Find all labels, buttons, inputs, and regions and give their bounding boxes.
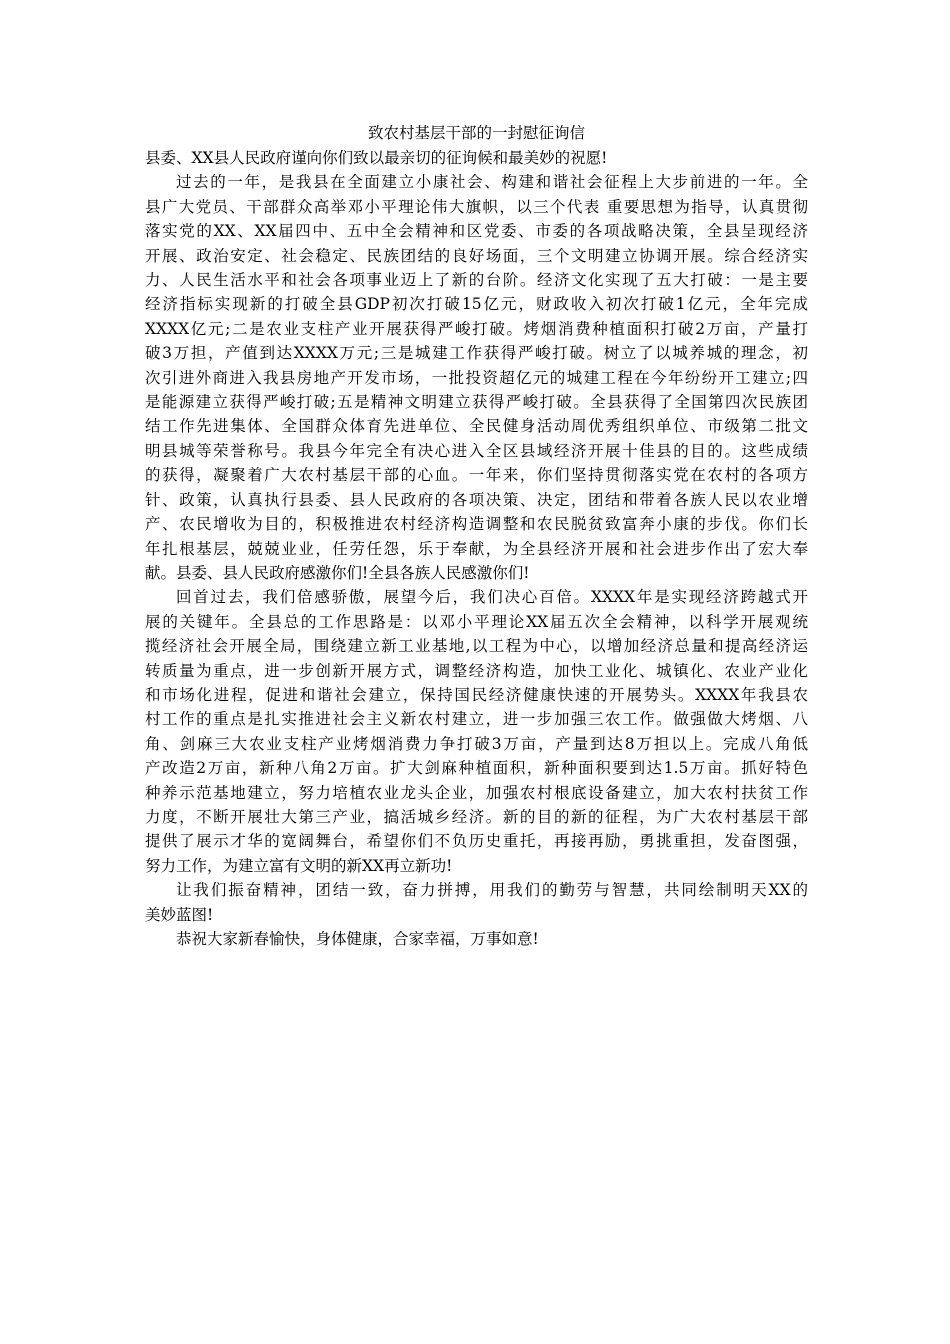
paragraph-1-line: 落实党的XX、XX届四中、五中全会精神和区党委、市委的各项战略决策，全县呈现经济 [145,222,808,241]
paragraph-2-line: 村工作的重点是扎实推进社会主义新农村建立，进一步加强三农工作。做强做大烤烟、八 [145,710,808,729]
paragraph-1-line: 开展、政治安定、社会稳定、民族团结的良好场面，三个文明建立协调开展。综合经济实 [145,246,808,265]
paragraph-2-line: 产改造2万亩，新种八角2万亩。扩大剑麻种植面积，新种面积要到达1.5万亩。抓好特色 [145,759,808,778]
paragraph-1-line: 过去的一年，是我县在全面建立小康社会、构建和谐社会征程上大步前进的一年。全 [176,173,808,192]
paragraph-1-line: 产、农民增收为目的，积极推进农村经济构造调整和农民脱贫致富奔小康的步伐。你们长 [145,515,808,534]
paragraph-2-line: 角、剑麻三大农业支柱产业烤烟消费力争打破3万亩，产量到达8万担以上。完成八角低 [145,734,808,753]
paragraph-2-line: 揽经济社会开展全局，围绕建立新工业基地,以工程为中心，以增加经济总量和提高经济运 [145,637,808,656]
paragraph-1-line: 破3万担，产值到达XXXX万元;三是城建工作获得严峻打破。树立了以城养城的理念，初 [145,344,808,363]
paragraph-1-line: 的获得，凝聚着广大农村基层干部的心血。一年来，你们坚持贯彻落实党在农村的各项方 [145,466,808,485]
paragraph-1-line: 献。县委、县人民政府感激你们!全县各族人民感激你们! [145,563,530,582]
paragraph-2-line: 展的关键年。全县总的工作思路是：以邓小平理论XX届五次全会精神，以科学开展观统 [145,612,808,631]
letter-title: 致农村基层干部的一封慰征询信 [367,124,585,142]
paragraph-1-line: 针、政策，认真执行县委、县人民政府的各项决策、决定，团结和带着各族人民以农业增 [145,490,808,509]
paragraph-2-line: 努力工作，为建立富有文明的新XX再立新功! [145,856,453,875]
paragraph-1-line: 结工作先进集体、全国群众体育先进单位、全民健身活动周优秀组织单位、市级第二批文 [145,417,808,436]
paragraph-1-line: XXXX亿元;二是农业支柱产业开展获得严峻打破。烤烟消费种植面积打破2万亩，产量打 [145,319,808,338]
paragraph-2-line: 转质量为重点，进一步创新开展方式，调整经济构造，加快工业化、城镇化、农业产业化 [145,661,808,680]
closing-wishes-line: 恭祝大家新春愉快，身体健康，合家幸福，万事如意! [176,930,539,948]
paragraph-2-line: 种养示范基地建立，努力培植农业龙头企业，加强农村根底设备建立，加大农村扶贫工作 [145,783,808,802]
paragraph-2-line: 提供了展示才华的宽阔舞台，希望你们不负历史重托，再接再励，勇挑重担，发奋图强， [145,832,808,851]
paragraph-1-line: 明县城等荣誉称号。我县今年完全有决心进入全区县域经济开展十佳县的目的。这些成绩 [145,441,808,460]
paragraph-1-line: 次引进外商进入我县房地产开发市场，一批投资超亿元的城建工程在今年纷纷开工建立;四 [145,368,808,387]
paragraph-1-line: 年扎根基层，兢兢业业，任劳任怨，乐于奉献，为全县经济开展和社会进步作出了宏大奉 [145,539,808,558]
paragraph-1-line: 力、人民生活水平和社会各项事业迈上了新的台阶。经济文化实现了五大打破：一是主要 [145,271,808,290]
salutation-line: 县委、XX县人民政府谨向你们致以最亲切的征询候和最美妙的祝愿! [145,149,608,167]
paragraph-1-line: 是能源建立获得严峻打破;五是精神文明建立获得严峻打破。全县获得了全国第四次民族团 [145,393,808,412]
paragraph-2-line: 回首过去，我们倍感骄傲，展望今后，我们决心百倍。XXXX年是实现经济跨越式开 [176,588,808,607]
paragraph-3-line: 让我们振奋精神，团结一致，奋力拼搏，用我们的勤劳与智慧，共同绘制明天XX的 [176,881,808,900]
paragraph-2-line: 和市场化进程，促进和谐社会建立，保持国民经济健康快速的开展势头。XXXX年我县农 [145,685,808,704]
paragraph-1-line: 县广大党员、干部群众高举邓小平理论伟大旗帜，以三个代表 重要思想为指导，认真贯彻 [145,197,808,216]
paragraph-1-line: 经济指标实现新的打破全县GDP初次打破15亿元，财政收入初次打破1亿元，全年完成 [145,295,808,314]
paragraph-2-line: 力度，不断开展壮大第三产业，搞活城乡经济。新的目的新的征程，为广大农村基层干部 [145,807,808,826]
letter-page [145,120,808,951]
paragraph-3-line: 美妙蓝图! [145,905,214,924]
